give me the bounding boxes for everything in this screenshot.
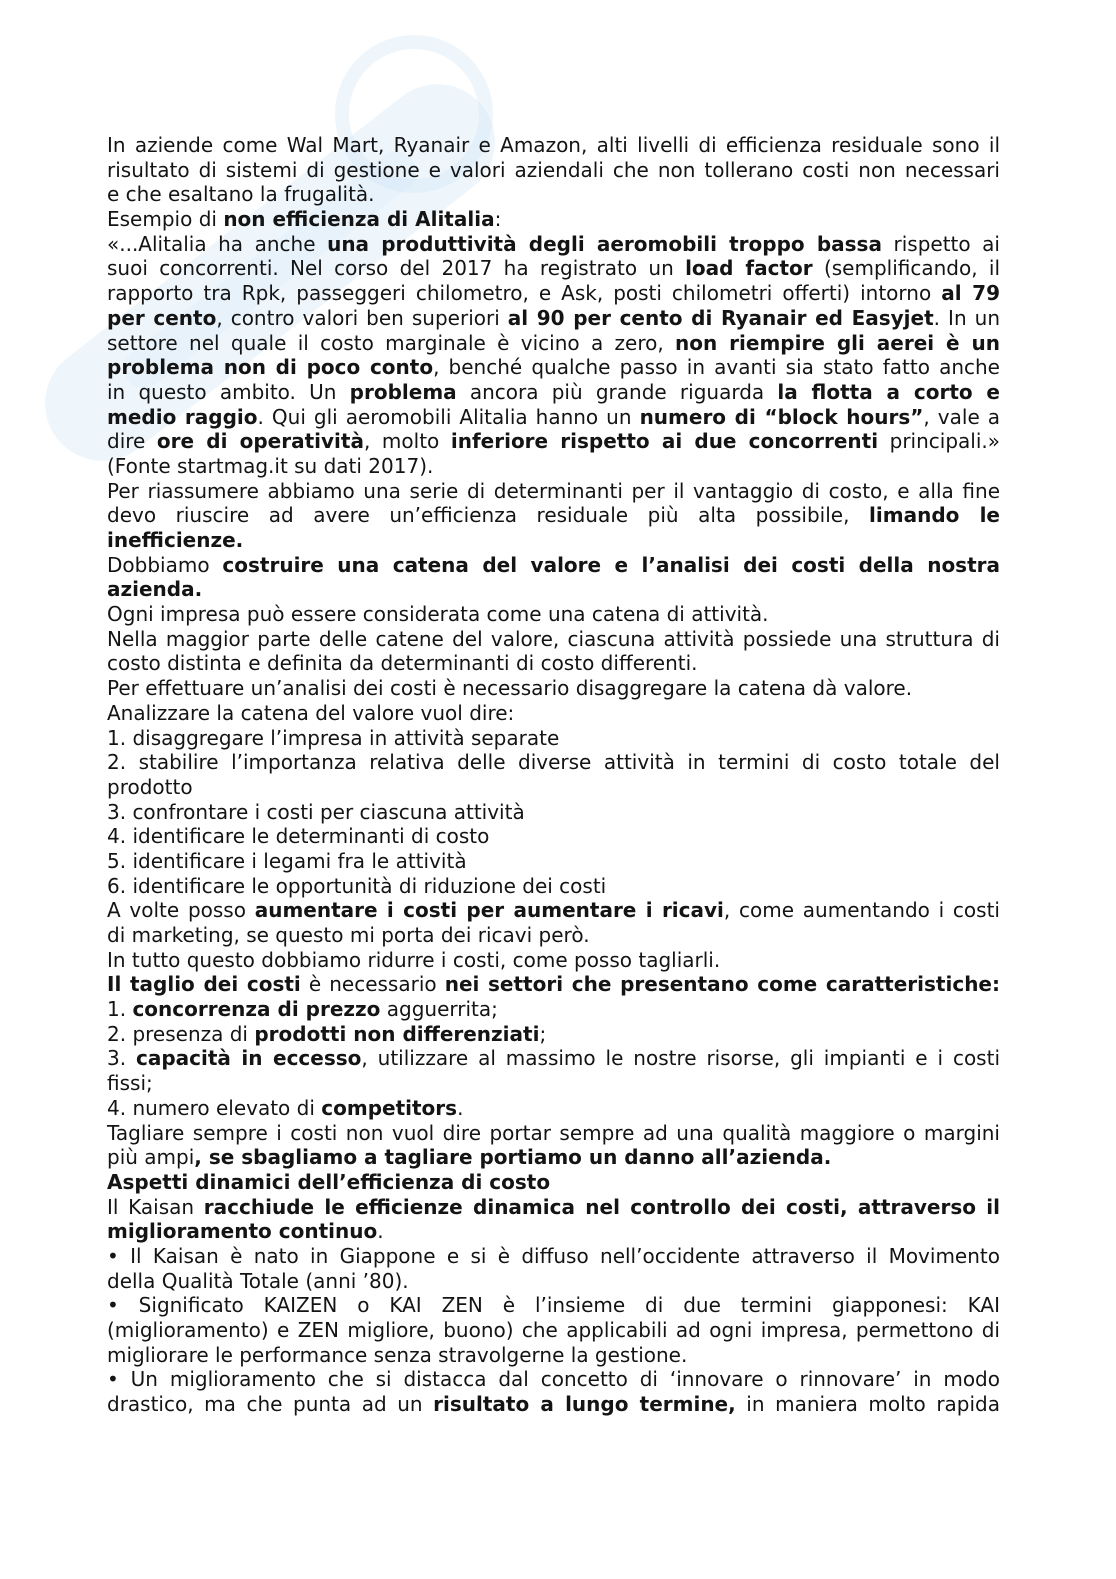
bold-text: per cento (107, 305, 217, 330)
text-run: in questo ambito. Un (107, 379, 350, 404)
text-run: Per riassumere abbiamo una serie di determinanti per il vantaggio di costo, e alla fine (107, 478, 1000, 503)
text-line (107, 676, 1000, 701)
bold-text: azienda. (107, 577, 203, 602)
text-line (107, 306, 1000, 331)
text-line (107, 701, 1000, 726)
section-heading (107, 1170, 1000, 1195)
text-line (107, 355, 1000, 380)
text-run: settore nel quale il costo marginale è vicino a zero, (107, 330, 676, 355)
bold-text: capacità in eccesso (135, 1046, 362, 1071)
text-line (107, 479, 1000, 504)
text-run: Dobbiamo (107, 552, 223, 577)
bold-text: competitors (321, 1095, 458, 1120)
text-line (107, 800, 1000, 825)
text-run: • Un miglioramento che si distacca dal concetto di ‘innovare o rinnovare’ in modo (107, 1367, 1000, 1392)
text-run: devo riuscire ad avere un’efficienza residuale più alta possibile, (107, 503, 870, 528)
text-line (107, 503, 1000, 528)
text-line (107, 1145, 1000, 1170)
text-run: 3. (107, 1046, 136, 1071)
bold-text: problema (349, 379, 457, 404)
text-run: , vale a (923, 404, 1001, 429)
text-line (107, 874, 1000, 899)
document-body (107, 133, 1000, 1417)
text-run: ; (539, 1021, 547, 1046)
bold-text: miglioramento continuo (107, 1219, 378, 1244)
text-run: dire (107, 429, 157, 454)
bold-text: costruire una catena del valore e l’analisi dei costi della nostra (222, 552, 1001, 577)
text-line (107, 1269, 1000, 1294)
text-run: costo distinta e definita da determinanti di costo differenti. (107, 651, 698, 676)
bold-text: medio raggio (107, 404, 258, 429)
text-line (107, 1022, 1000, 1047)
text-run: . (457, 1095, 464, 1120)
bold-text: prodotti non differenziati (254, 1021, 540, 1046)
text-line (107, 651, 1000, 676)
bold-text: al 90 per cento di Ryanair ed Easyjet (507, 305, 934, 330)
text-run: 1. (107, 997, 133, 1022)
text-line (107, 824, 1000, 849)
text-line (107, 1195, 1000, 1220)
text-line (107, 948, 1000, 973)
text-run: migliorare le performance senza stravolgerne la gestione. (107, 1342, 688, 1367)
text-line (107, 1121, 1000, 1146)
text-run: Esempio di (107, 207, 224, 232)
text-run: 2. presenza di (107, 1021, 255, 1046)
text-run: rapporto tra Rpk, passeggeri chilometro, e Ask, posti chilometri offerti) intorno (107, 281, 942, 306)
bold-text: risultato a lungo termine, (433, 1392, 736, 1417)
bold-text: nei settori che presentano come caratteristiche: (444, 972, 1000, 997)
text-run: , come aumentando i costi (723, 898, 1000, 923)
text-run: 6. identificare le opportunità di riduzione dei costi (107, 873, 607, 898)
bold-text: ore di operatività (156, 429, 364, 454)
text-line (107, 750, 1000, 775)
text-line (107, 1219, 1000, 1244)
text-line (107, 454, 1000, 479)
text-run: drastico, ma che punta ad un (107, 1392, 434, 1417)
text-run: In aziende come Wal Mart, Ryanair e Amazon, alti livelli di efficienza residuale sono il (107, 133, 1000, 157)
bold-text: la flotta a corto e (777, 379, 1000, 404)
text-run: In tutto questo dobbiamo ridurre i costi, come posso tagliarli. (107, 947, 721, 972)
text-line (107, 1244, 1000, 1269)
text-run: • Significato KAIZEN o KAI ZEN è l’insieme di due termini giapponesi: KAI (107, 1293, 1000, 1318)
text-run: risultato di sistemi di gestione e valori aziendali che non tollerano costi non necessari (107, 157, 1000, 182)
text-line (107, 1293, 1000, 1318)
text-run: 3. confrontare i costi per ciascuna attività (107, 799, 525, 824)
text-run: più ampi (107, 1145, 195, 1170)
text-run: ancora più grande riguarda (456, 379, 778, 404)
text-line (107, 1096, 1000, 1121)
text-run: (Fonte startmag.it su dati 2017). (107, 453, 434, 478)
text-line (107, 602, 1000, 627)
text-run: e che esaltano la frugalità. (107, 182, 375, 207)
text-line (107, 232, 1000, 257)
bold-text: Il taglio dei costi (107, 972, 301, 997)
text-line (107, 281, 1000, 306)
text-run: rispetto ai (881, 231, 1000, 256)
text-line (107, 972, 1000, 997)
text-line (107, 133, 1000, 158)
text-run: principali.» (878, 429, 1001, 454)
text-run: . (377, 1219, 384, 1244)
bold-text: non efficienza di Alitalia (223, 207, 495, 232)
text-run: Tagliare sempre i costi non vuol dire portar sempre ad una qualità maggiore o margini (107, 1120, 1000, 1145)
text-run: agguerrita; (380, 997, 498, 1022)
text-run: 5. identificare i legami fra le attività (107, 848, 467, 873)
text-line (107, 207, 1000, 232)
text-run: Ogni impresa può essere considerata come una catena di attività. (107, 602, 769, 627)
text-run: 1. disaggregare l’impresa in attività separate (107, 725, 560, 750)
text-line (107, 380, 1000, 405)
bold-text: concorrenza di prezzo (132, 997, 381, 1022)
text-run: Per effettuare un’analisi dei costi è necessario disaggregare la catena dà valore. (107, 676, 913, 701)
text-line (107, 528, 1000, 553)
text-line (107, 849, 1000, 874)
bold-text: al 79 (941, 281, 1000, 306)
text-run: A volte posso (107, 898, 255, 923)
text-run: (semplificando, il (812, 256, 1000, 281)
text-run: , molto (363, 429, 451, 454)
text-run: 4. identificare le determinanti di costo (107, 824, 490, 849)
text-run: 2. stabilire l’importanza relativa delle diverse attività in termini di costo totale del (107, 750, 1000, 775)
bold-text: , se sbagliamo a tagliare portiamo un danno all’azienda. (194, 1145, 832, 1170)
text-line (107, 775, 1000, 800)
text-run: Il Kaisan (107, 1194, 204, 1219)
text-run: fissi; (107, 1071, 153, 1096)
text-line (107, 1343, 1000, 1368)
text-run: della Qualità Totale (anni ’80). (107, 1268, 409, 1293)
text-run: prodotto (107, 774, 193, 799)
bold-text: limando le (869, 503, 1000, 528)
bold-text: load factor (685, 256, 813, 281)
text-run: , benché qualche passo in avanti sia stato fatto anche (433, 355, 1000, 380)
text-line (107, 158, 1000, 183)
text-line (107, 1318, 1000, 1343)
text-line (107, 256, 1000, 281)
text-line (107, 1392, 1000, 1417)
text-line (107, 577, 1000, 602)
text-run: : (494, 207, 502, 232)
bold-text: problema non di poco conto (107, 355, 434, 380)
text-run: di marketing, se questo mi porta dei ricavi però. (107, 923, 590, 947)
text-line (107, 1071, 1000, 1096)
text-line (107, 1367, 1000, 1392)
text-run: è necessario (300, 972, 445, 997)
bold-text: Aspetti dinamici dell’efficienza di costo (107, 1169, 551, 1194)
bold-text: non riempire gli aerei è un (675, 330, 1000, 355)
text-line (107, 997, 1000, 1022)
text-line (107, 627, 1000, 652)
text-line (107, 898, 1000, 923)
text-run: , contro valori ben superiori (216, 305, 508, 330)
bold-text: racchiude le efficienze dinamica nel controllo dei costi, attraverso il (203, 1194, 1000, 1219)
text-line (107, 405, 1000, 430)
text-run: , utilizzare al massimo le nostre risorse, gli impianti e i costi (361, 1046, 1000, 1071)
text-line (107, 331, 1000, 356)
text-run: 4. numero elevato di (107, 1095, 322, 1120)
text-run: Nella maggior parte delle catene del valore, ciascuna attività possiede una struttura di (107, 626, 1000, 651)
bold-text: inefficienze. (107, 528, 244, 552)
text-line (107, 1046, 1000, 1071)
text-line (107, 923, 1000, 948)
text-run: . In un (933, 305, 1000, 330)
text-run: in maniera molto rapida (735, 1392, 1001, 1417)
bold-text: numero di “block hours” (639, 404, 924, 429)
text-line (107, 182, 1000, 207)
text-run: Analizzare la catena del valore vuol dire: (107, 700, 515, 725)
text-run: (miglioramento) e ZEN migliore, buono) che applicabili ad ogni impresa, permettono di (107, 1318, 1000, 1342)
bold-text: una produttività degli aeromobili troppo bassa (327, 231, 882, 256)
text-line (107, 553, 1000, 578)
bold-text: inferiore rispetto ai due concorrenti (450, 429, 879, 454)
bold-text: aumentare i costi per aumentare i ricavi (254, 898, 724, 923)
text-line (107, 429, 1000, 454)
text-run: • Il Kaisan è nato in Giappone e si è diffuso nell’occidente attraverso il Movimento (107, 1243, 1000, 1268)
text-run: . Qui gli aeromobili Alitalia hanno un (257, 404, 640, 429)
text-run: suoi concorrenti. Nel corso del 2017 ha registrato un (107, 256, 686, 281)
text-line (107, 726, 1000, 751)
text-run: «...Alitalia ha anche (107, 231, 328, 256)
